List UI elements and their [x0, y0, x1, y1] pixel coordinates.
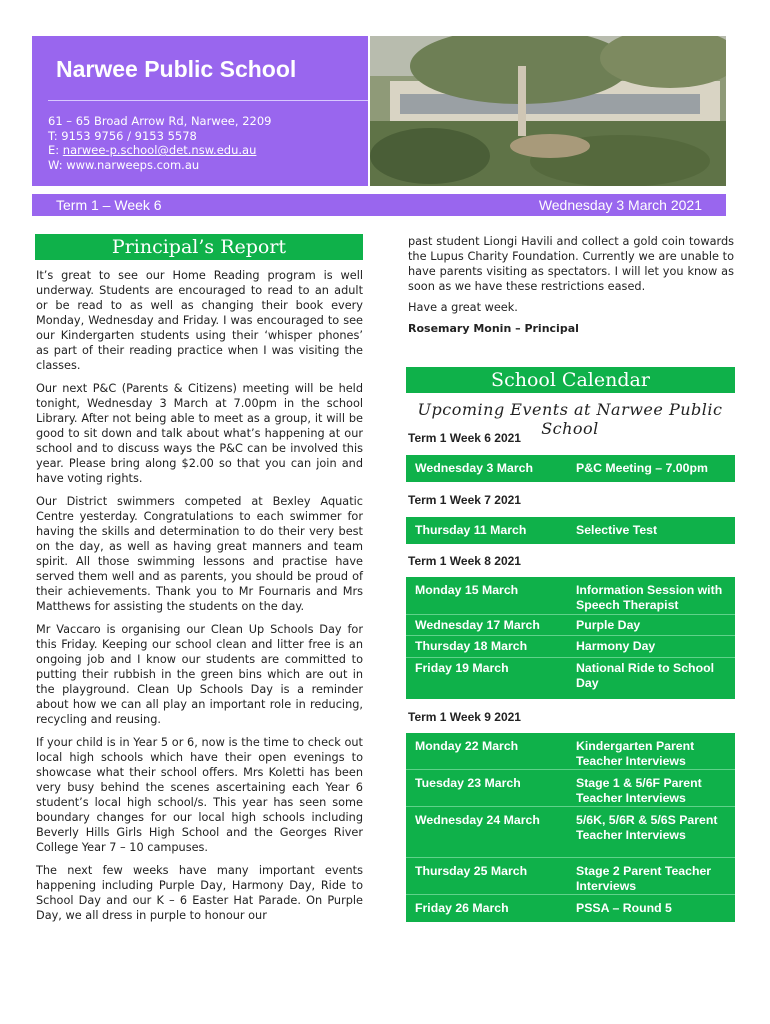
calendar-event-row	[406, 770, 735, 807]
header-divider	[48, 100, 368, 101]
principal-signature: Rosemary Monin – Principal	[408, 322, 579, 335]
calendar-event-row	[406, 807, 735, 858]
event-name: Kindergarten Parent Teacher Interviews	[576, 739, 695, 768]
calendar-event-row	[406, 455, 735, 482]
calendar-week-label: Term 1 Week 7 2021	[408, 493, 521, 507]
contact-details	[48, 114, 271, 172]
report-paragraph: Our next P&C (Parents & Citizens) meeting will be held tonight, Wednesday 3 March at 7.00pm in the school Library. After not being able to meet as a group, it will be good to sit down and talk about what’s happening at our school and to discuss ways the P&C can be involved this year. Please bring along $2.00 so that you can join and have voting rights.	[36, 382, 363, 485]
calendar-event-row	[406, 615, 735, 636]
calendar-event-row	[406, 858, 735, 895]
event-date: Thursday 18 March	[415, 639, 528, 653]
event-date: Tuesday 23 March	[415, 776, 521, 790]
email-prefix: E:	[48, 143, 63, 158]
report-paragraph: If your child is in Year 5 or 6, now is the time to check out local high schools which have their open evenings to showcase what their school offers. Mrs Koletti has been very busy behind the scenes ascertaining each Year 6 student’s local high school/s. This year has seen some boundary changes for our local high schools including Beverly Hills Girls High School and the Georges River College Year 7 – 10 campuses.	[36, 736, 363, 854]
report-paragraph: Our District swimmers competed at Bexley Aquatic Centre yesterday. Congratulations to each swimmer for having the skills and determination to do their very best on the day, as well as having great manners and team spirit. All those swimming lessons and practise have served them well and as parents, you should be proud of their achievements. Thank you to Mr Fournaris and Mrs Matthews for assisting the students on the day.	[36, 495, 363, 613]
event-name: P&C Meeting – 7.00pm	[576, 461, 708, 475]
calendar-week-label: Term 1 Week 8 2021	[408, 554, 521, 568]
school-website[interactable]: W: www.narweeps.com.au	[48, 157, 200, 172]
term-bar	[32, 194, 726, 216]
calendar-week-label: Term 1 Week 9 2021	[408, 710, 521, 724]
school-phone: T: 9153 9756 / 9153 5578	[48, 128, 197, 143]
school-calendar-heading: School Calendar	[406, 367, 735, 393]
principal-report-body	[36, 268, 363, 931]
event-name: Purple Day	[576, 618, 641, 632]
event-date: Wednesday 3 March	[415, 461, 534, 475]
calendar-event-row	[406, 636, 735, 658]
issue-date: Wednesday 3 March 2021	[538, 197, 702, 213]
event-date: Monday 15 March	[415, 583, 519, 597]
event-name: 5/6K, 5/6R & 5/6S Parent Teacher Interviews	[576, 813, 718, 842]
school-header	[32, 36, 368, 186]
event-name: Selective Test	[576, 523, 658, 537]
event-date: Thursday 11 March	[415, 523, 527, 537]
event-date: Monday 22 March	[415, 739, 519, 753]
term-week: Term 1 – Week 6	[56, 197, 162, 213]
event-name: PSSA – Round 5	[576, 901, 672, 915]
report-paragraph: It’s great to see our Home Reading program is well underway. Students are encouraged to read to an adult or be read to as well as changing their book every Monday, Wednesday and Friday. I was encouraged to see our Kindergarten students using their ‘whisper phones’ as part of their reading practice when I was visiting the classes.	[36, 269, 363, 372]
event-date: Thursday 25 March	[415, 864, 528, 878]
school-photo	[370, 36, 726, 186]
calendar-event-row	[406, 895, 735, 922]
school-name: Narwee Public School	[56, 56, 297, 82]
event-date: Friday 26 March	[415, 901, 509, 915]
event-name: Harmony Day	[576, 639, 656, 653]
event-name: Information Session with Speech Therapist	[576, 583, 723, 612]
principal-report-continued	[408, 234, 734, 342]
school-address: 61 – 65 Broad Arrow Rd, Narwee, 2209	[48, 114, 272, 128]
event-name: Stage 1 & 5/6F Parent Teacher Interviews	[576, 776, 702, 805]
report-paragraph: Mr Vaccaro is organising our Clean Up Schools Day for this Friday. Keeping our school clean and litter free is an ongoing job and I know our students are committed to putting their rubbish in the green bins which are out in the playground. Clean Up Schools Day is a reminder about how we can all play an important role in reducing, recycling and reusing.	[36, 623, 363, 726]
calendar-week-table	[406, 517, 735, 544]
event-date: Wednesday 24 March	[415, 813, 540, 827]
calendar-event-row	[406, 517, 735, 544]
event-name: Stage 2 Parent Teacher Interviews	[576, 864, 712, 893]
principal-report-heading: Principal’s Report	[35, 234, 363, 260]
calendar-week-label: Term 1 Week 6 2021	[408, 431, 521, 445]
calendar-subheading: Upcoming Events at Narwee Public School	[417, 400, 723, 438]
school-email-line	[48, 143, 271, 158]
report-paragraph: The next few weeks have many important events happening including Purple Day, Harmony Day, Ride to School Day and our K – 6 Easter Hat Parade. On Purple Day, we all dress in purple to honour our	[36, 864, 363, 922]
report-paragraph: past student Liongi Havili and collect a gold coin towards the Lupus Charity Foundation. Currently we are unable to have parents visiting as spectators. I will let you know as soon as we have these restrictions eased.	[408, 235, 734, 293]
event-name: National Ride to School Day	[576, 661, 715, 690]
event-date: Friday 19 March	[415, 661, 509, 675]
calendar-week-table	[406, 577, 735, 699]
calendar-event-row	[406, 658, 735, 699]
school-email-link[interactable]: narwee-p.school@det.nsw.edu.au	[62, 143, 257, 158]
school-grounds-image	[370, 36, 726, 186]
calendar-week-table	[406, 455, 735, 482]
report-closing: Have a great week.	[408, 301, 518, 314]
calendar-event-row	[406, 733, 735, 770]
calendar-week-table	[406, 733, 735, 922]
event-date: Wednesday 17 March	[415, 618, 540, 632]
calendar-event-row	[406, 577, 735, 615]
